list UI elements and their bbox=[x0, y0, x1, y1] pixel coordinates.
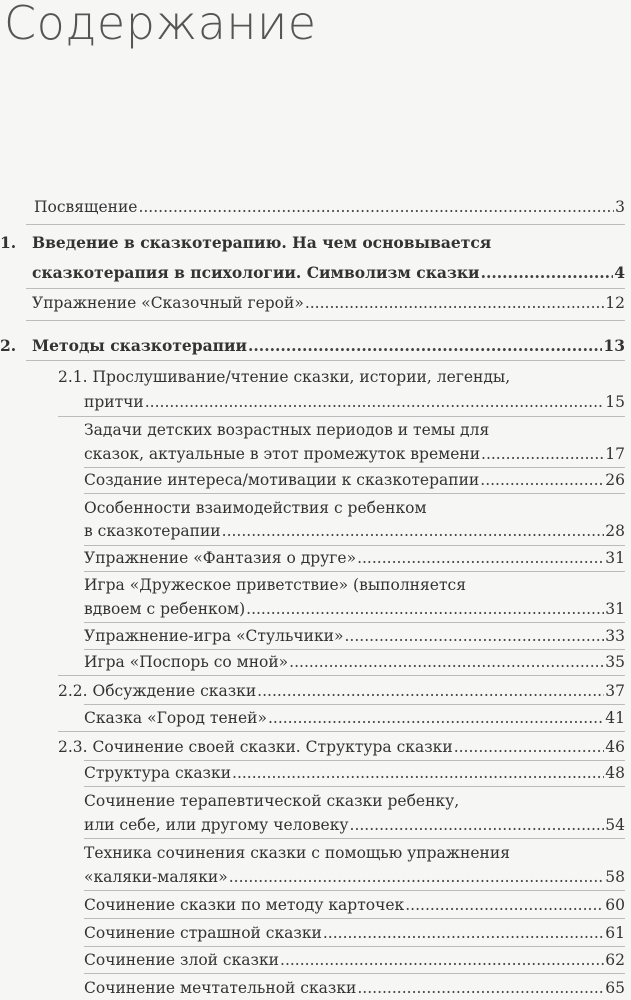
divider bbox=[84, 704, 625, 705]
divider bbox=[84, 493, 625, 494]
toc-title: Упражнение-игра «Стульчики» bbox=[84, 627, 344, 645]
toc-title: Сочинение сказки по методу карточек bbox=[84, 896, 405, 914]
toc-title-line1: Техника сочинения сказки с помощью упражнения bbox=[84, 844, 510, 862]
dot-leader bbox=[305, 292, 604, 314]
toc-page-number: 65 bbox=[605, 979, 625, 997]
toc-entry-argue[interactable] bbox=[84, 651, 625, 673]
toc-page-number: 60 bbox=[605, 896, 625, 914]
toc-title: Игра «Поспорь со мной» bbox=[84, 653, 289, 671]
toc-page-number: 54 bbox=[605, 816, 625, 834]
toc-entry-therapeutic[interactable] bbox=[84, 814, 625, 836]
divider bbox=[84, 890, 625, 891]
dot-leader bbox=[357, 547, 604, 569]
toc-entry-city[interactable] bbox=[84, 707, 625, 729]
toc-title-line1: Особенности взаимодействия с ребенком bbox=[84, 499, 427, 517]
toc-entry-exercise-hero[interactable] bbox=[32, 292, 625, 314]
toc-title-line1: Задачи детских возрастных периодов и темы для bbox=[84, 421, 490, 439]
divider bbox=[84, 571, 625, 572]
page-title: Содержание bbox=[4, 0, 317, 50]
chapter-number: 1. bbox=[0, 233, 17, 252]
dot-leader bbox=[480, 469, 604, 491]
toc-page-number: 13 bbox=[603, 336, 625, 355]
dot-leader bbox=[350, 814, 605, 836]
toc-entry-fantasy[interactable] bbox=[84, 547, 625, 569]
divider bbox=[26, 360, 625, 361]
toc-entry-structure[interactable] bbox=[84, 762, 625, 784]
toc-title: вдвоем с ребенком) bbox=[84, 600, 246, 618]
divider bbox=[26, 320, 625, 321]
toc-entry-2-2[interactable] bbox=[58, 680, 625, 702]
toc-entry-chapter-1[interactable] bbox=[32, 262, 625, 284]
divider bbox=[84, 760, 625, 761]
toc-page-number: 17 bbox=[605, 445, 625, 463]
toc-title: Создание интереса/мотивации к сказкотерапии bbox=[84, 471, 480, 489]
divider bbox=[58, 416, 625, 417]
dot-leader bbox=[481, 443, 604, 465]
dot-leader bbox=[222, 520, 605, 542]
divider bbox=[58, 675, 625, 676]
toc-entry-motivation[interactable] bbox=[84, 469, 625, 491]
dot-leader bbox=[257, 680, 604, 702]
toc-page-number: 33 bbox=[605, 627, 625, 645]
toc-entry-chapter-2[interactable] bbox=[32, 335, 625, 357]
toc-entry-scary[interactable] bbox=[84, 922, 625, 944]
toc-page-number: 31 bbox=[605, 549, 625, 567]
dot-leader bbox=[405, 894, 604, 916]
toc-title: или себе, или другому человеку bbox=[84, 816, 349, 834]
toc-title: Методы сказкотерапии bbox=[32, 336, 248, 355]
toc-entry-2-1[interactable] bbox=[84, 391, 625, 413]
toc-entry-2-3[interactable] bbox=[58, 736, 625, 758]
divider bbox=[26, 288, 625, 289]
toc-page-number: 48 bbox=[605, 764, 625, 782]
dot-leader bbox=[268, 707, 604, 729]
toc-entry-greeting[interactable] bbox=[84, 598, 625, 620]
toc-entry-tasks[interactable] bbox=[84, 443, 625, 465]
dot-leader bbox=[145, 391, 605, 413]
toc-page-number: 58 bbox=[605, 868, 625, 886]
dot-leader bbox=[246, 598, 604, 620]
toc-page-number: 61 bbox=[605, 924, 625, 942]
toc-title: Упражнение «Сказочный герой» bbox=[32, 294, 304, 312]
toc-entry-chairs[interactable] bbox=[84, 625, 625, 647]
toc-title: сказкотерапия в психологии. Символизм сказки bbox=[32, 263, 480, 282]
toc-page-number: 46 bbox=[605, 738, 625, 756]
toc-title: Упражнение «Фантазия о друге» bbox=[84, 549, 357, 567]
toc-title: 2.2. Обсуждение сказки bbox=[58, 682, 257, 700]
toc-page-number: 41 bbox=[605, 709, 625, 727]
toc-title: Сочинение мечтательной сказки bbox=[84, 979, 357, 997]
toc-page-number: 31 bbox=[605, 600, 625, 618]
toc-title: «каляки-маляки» bbox=[84, 868, 228, 886]
dot-leader bbox=[357, 977, 604, 999]
toc-title-line1: Игра «Дружеское приветствие» (выполняется bbox=[84, 576, 466, 594]
dot-leader bbox=[138, 196, 614, 218]
divider bbox=[84, 838, 625, 839]
divider bbox=[84, 786, 625, 787]
toc-entry-kalyaki[interactable] bbox=[84, 866, 625, 888]
toc-title: 2.3. Сочинение своей сказки. Структура сказки bbox=[58, 738, 453, 756]
dot-leader bbox=[280, 949, 604, 971]
dot-leader bbox=[229, 866, 605, 888]
toc-page-number: 12 bbox=[605, 294, 625, 312]
divider bbox=[58, 731, 625, 732]
toc-title-line1: Сочинение терапевтической сказки ребенку, bbox=[84, 792, 460, 810]
dot-leader bbox=[289, 651, 604, 673]
toc-page-number: 3 bbox=[615, 198, 625, 216]
divider bbox=[26, 224, 625, 225]
divider bbox=[84, 973, 625, 974]
dot-leader bbox=[481, 262, 614, 284]
toc-title: Посвящение bbox=[34, 198, 138, 216]
divider bbox=[84, 946, 625, 947]
toc-entry-interaction[interactable] bbox=[84, 520, 625, 542]
chapter-number: 2. bbox=[0, 336, 17, 355]
toc-entry-dreamy[interactable] bbox=[84, 977, 625, 999]
toc-entry-evil[interactable] bbox=[84, 949, 625, 971]
divider bbox=[84, 467, 625, 468]
dot-leader bbox=[248, 335, 602, 357]
toc-entry-dedication[interactable] bbox=[34, 196, 625, 218]
toc-page-number: 28 bbox=[605, 522, 625, 540]
toc-title: Сочинение страшной сказки bbox=[84, 924, 322, 942]
toc-page-number: 37 bbox=[605, 682, 625, 700]
toc-page-number: 62 bbox=[605, 951, 625, 969]
toc-page-number: 4 bbox=[614, 263, 625, 282]
toc-title: Сказка «Город теней» bbox=[84, 709, 267, 727]
toc-page-number: 15 bbox=[605, 393, 625, 411]
toc-title: сказок, актуальные в этот промежуток времени bbox=[84, 445, 481, 463]
dot-leader bbox=[232, 762, 604, 784]
divider bbox=[84, 649, 625, 650]
divider bbox=[84, 545, 625, 546]
toc-entry-cards[interactable] bbox=[84, 894, 625, 916]
toc-title-line1: Введение в сказкотерапию. На чем основывается bbox=[32, 233, 492, 252]
toc-title: притчи bbox=[84, 393, 144, 411]
toc-page-number: 35 bbox=[605, 653, 625, 671]
dot-leader bbox=[454, 736, 605, 758]
toc-title: в сказкотерапии bbox=[84, 522, 221, 540]
dot-leader bbox=[323, 922, 604, 944]
divider bbox=[84, 918, 625, 919]
divider bbox=[84, 622, 625, 623]
dot-leader bbox=[344, 625, 604, 647]
toc-title: Структура сказки bbox=[84, 764, 232, 782]
toc-title-line1: 2.1. Прослушивание/чтение сказки, истории, легенды, bbox=[58, 368, 511, 386]
toc-title: Сочинение злой сказки bbox=[84, 951, 280, 969]
toc-page-number: 26 bbox=[605, 471, 625, 489]
